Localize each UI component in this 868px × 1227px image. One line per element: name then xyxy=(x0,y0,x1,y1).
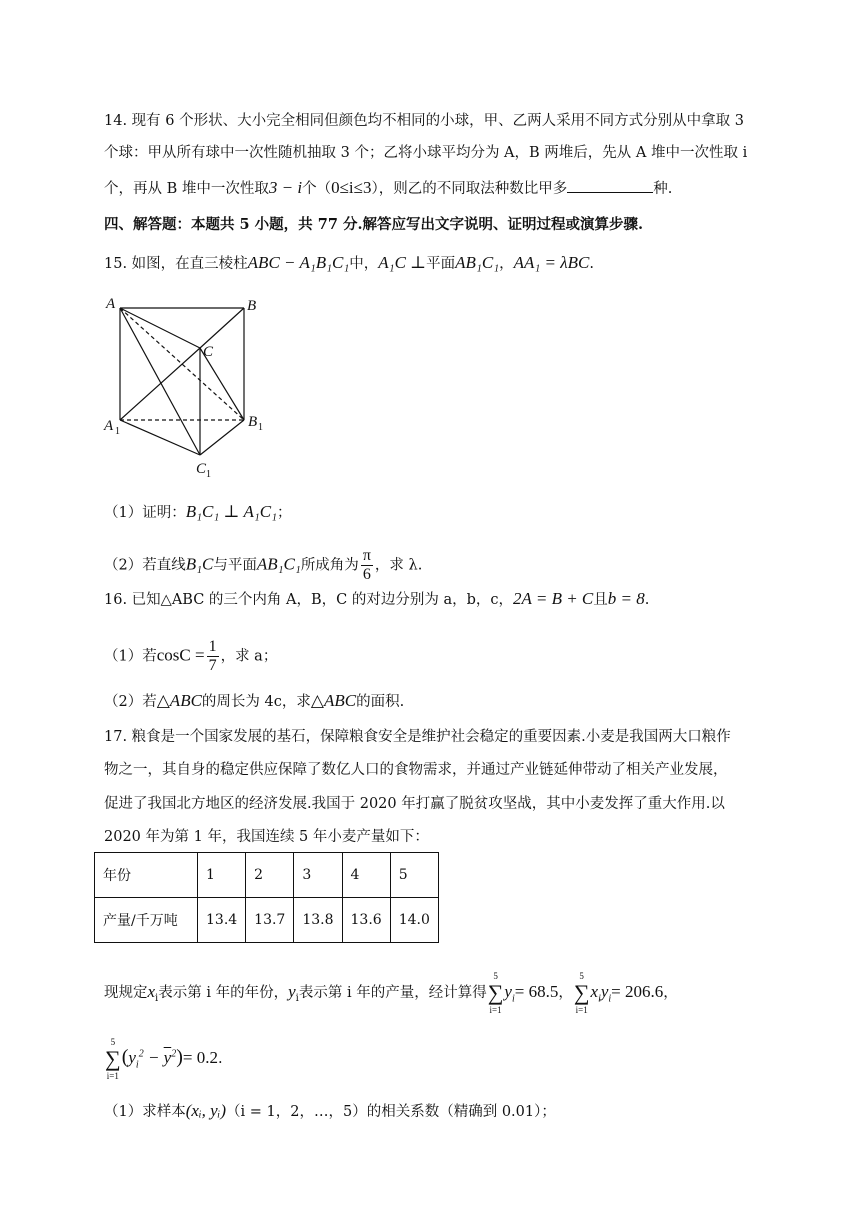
q14-line-2: 个球：甲从所有球中一次性随机抽取 3 个；乙将小球平均分为 A，B 两堆后，先从 A 堆中一次性取 i xyxy=(104,145,748,161)
q14-line-1: 14. 现有 6 个形状、大小完全相同但颜色均不相同的小球，甲、乙两人采用不同方式分别从中拿取 3 xyxy=(104,113,744,129)
table-header-yield: 产量/千万吨 xyxy=(95,898,198,943)
q15-prism: ABC − A₁B₁C₁ xyxy=(247,253,350,272)
q16-part-2: （2）若△ABC的周长为 4c，求△ABC的面积. xyxy=(104,691,405,710)
prism-figure xyxy=(100,290,280,485)
q14-expr: 3 − i xyxy=(268,178,303,197)
table-row: 产量/千万吨 13.4 13.7 13.8 13.6 14.0 xyxy=(95,898,439,943)
q15-intro: 15. 如图，在直三棱柱ABC − A₁B₁C₁中，A₁C ⊥平面AB₁C₁，AA₁ = λBC. xyxy=(104,253,594,272)
edge-A1C1 xyxy=(120,420,200,455)
section-heading: 四、解答题：本题共 5 小题，共 77 分.解答应写出文字说明、证明过程或演算步骤. xyxy=(104,216,644,233)
q14-line-3: 个，再从 B 堆中一次性取3 − i个（0≤i≤3），则乙的不同取法种数比甲多 种. xyxy=(104,178,673,197)
label-A1: A xyxy=(104,418,114,434)
label-B: B xyxy=(247,298,257,314)
svg-text:1: 1 xyxy=(115,426,120,437)
svg-text:1: 1 xyxy=(258,422,263,433)
svg-text:1: 1 xyxy=(206,469,211,480)
wheat-yield-table xyxy=(94,852,439,943)
label-B1: B xyxy=(248,414,258,430)
label-C1: C xyxy=(196,461,207,477)
table-row: 年份 1 2 3 4 5 xyxy=(95,853,439,898)
q17-line-2: 物之一，其自身的稳定供应保障了数亿人口的食物需求，并通过产业链延伸带动了相关产业发展， xyxy=(104,762,728,778)
q17-line-1: 17. 粮食是一个国家发展的基石，保障粮食安全是维护社会稳定的重要因素.小麦是我国两大口粮作 xyxy=(104,729,731,745)
q15-part-1: （1）证明：B₁C₁ ⊥ A₁C₁； xyxy=(104,502,292,521)
edge-BC xyxy=(200,308,244,348)
sum-symbol: 5 ∑ i=1 xyxy=(105,1037,121,1081)
q17-line-4: 2020 年为第 1 年，我国连续 5 年小麦产量如下： xyxy=(104,829,429,845)
sum-symbol: 5 ∑ i=1 xyxy=(573,971,590,1015)
q15-part-2: （2）若直线B₁C与平面AB₁C₁所成角为 $\frac{\pi}{6}$ ，求 λ. xyxy=(104,547,423,583)
fraction-1-7: $\frac{1}{7}$ xyxy=(208,638,217,674)
edge-AC1 xyxy=(120,308,200,455)
q17-part-1: （1）求样本(xᵢ, yᵢ)（i = 1，2，…，5）的相关系数（精确到 0.01）； xyxy=(104,1101,556,1120)
answer-blank[interactable] xyxy=(567,178,653,193)
edge-AC xyxy=(120,308,200,348)
label-A: A xyxy=(106,296,116,312)
q14-range: 0≤i≤3 xyxy=(331,178,372,197)
q16-part-1: （1）若cosC = $\frac{1}{7}$ ，求 a； xyxy=(104,638,278,674)
label-C: C xyxy=(203,344,214,360)
sum-symbol: 5 ∑ i=1 xyxy=(487,971,504,1015)
q17-variance-line: 5 ∑ i=1 $(y_i^2 - \overline{y}^2)= 0.2$. xyxy=(105,1037,223,1081)
edge-A1C xyxy=(120,348,200,420)
q17-line-3: 促进了我国北方地区的经济发展.我国于 2020 年打赢了脱贫攻坚战，其中小麦发挥了重大作用.以 xyxy=(104,796,725,812)
table-header-year: 年份 xyxy=(95,853,198,898)
edge-B1C1 xyxy=(200,420,244,455)
q16-intro: 16. 已知△ABC 的三个内角 A，B，C 的对边分别为 a，b，c，2A = B + C且b = 8. xyxy=(104,589,650,608)
q17-stats-line: 现规定$x_i$表示第 i 年的年份，$y_i$表示第 i 年的产量，经计算得 5 ∑ i=1 $y_i= 68.5$， 5 ∑ i=1 $x_iy_i= 206.6$， xyxy=(104,971,678,1015)
fraction-pi-6: $\frac{\pi}{6}$ xyxy=(362,547,371,583)
